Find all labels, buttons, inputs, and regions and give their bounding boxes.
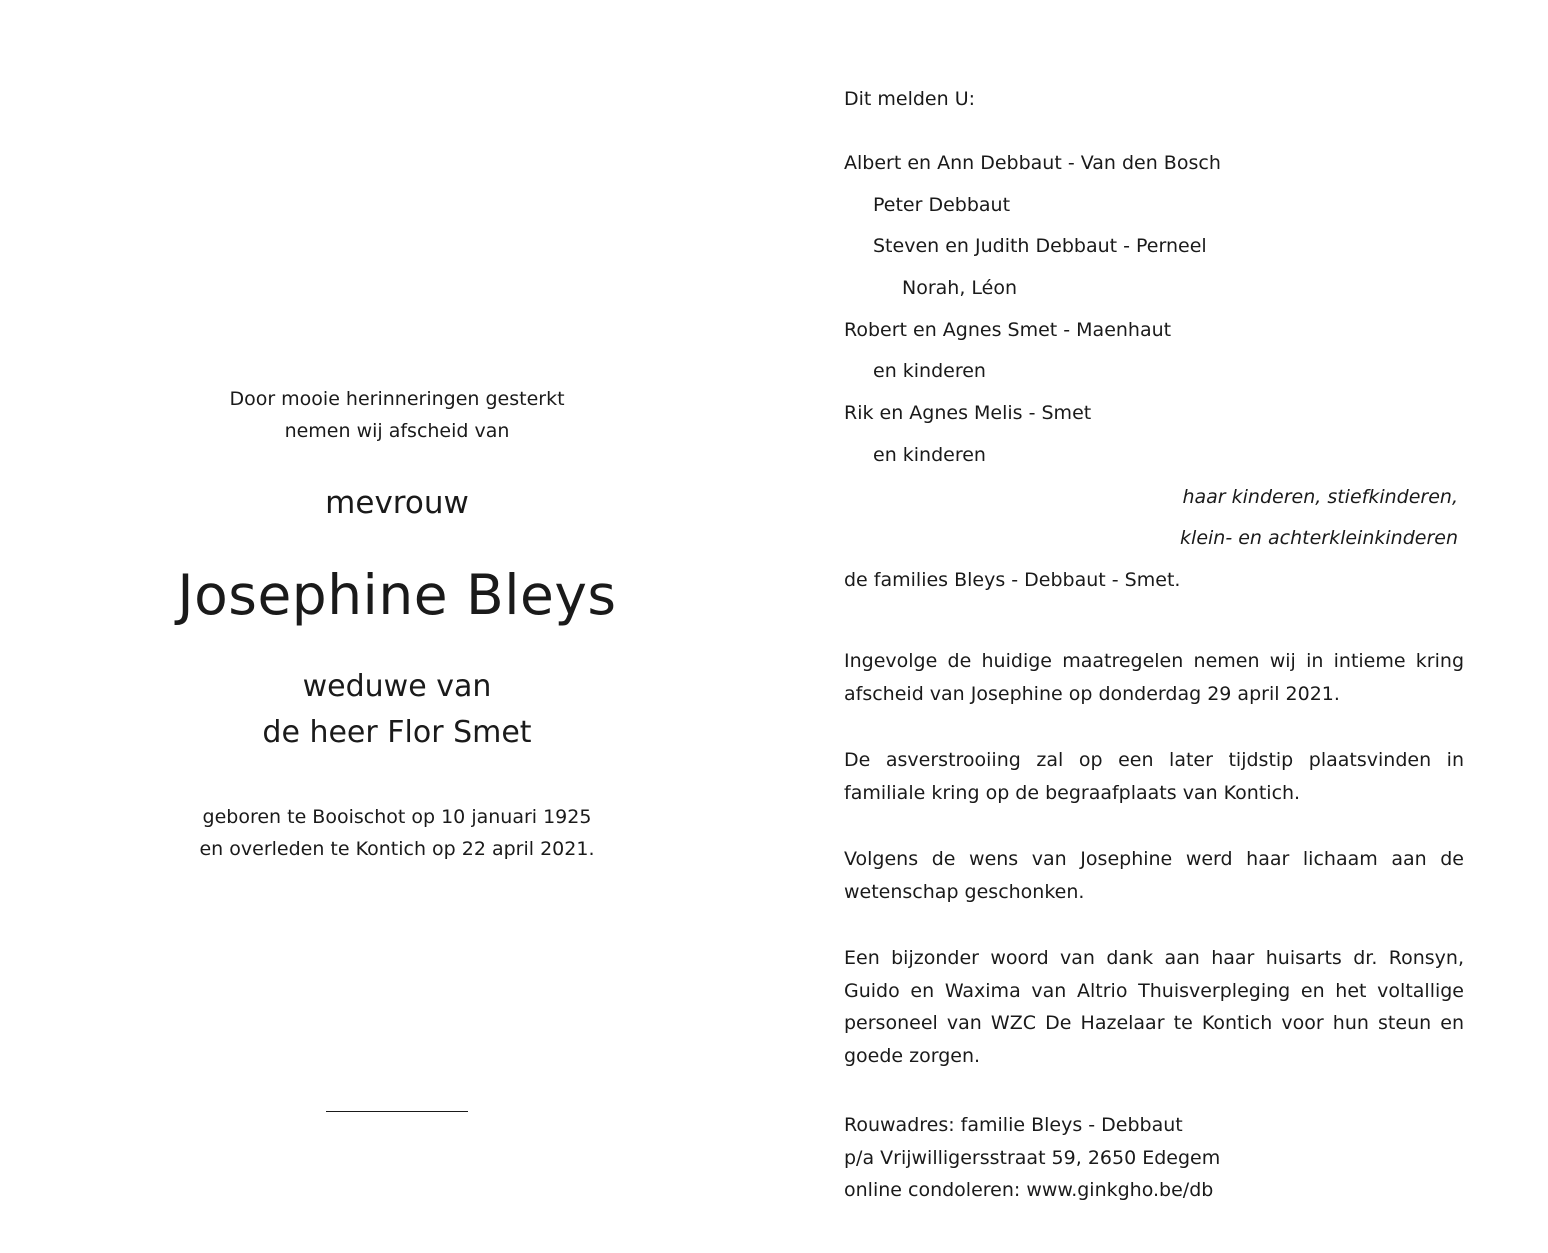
family-row: en kinderen — [873, 443, 986, 466]
birth-line: geboren te Booischot op 10 januari 1925 — [202, 806, 592, 828]
deceased-name: Josephine Bleys — [177, 563, 617, 627]
death-line: en overleden te Kontich op 22 april 2021. — [199, 838, 595, 860]
family-row: en kinderen — [873, 360, 986, 383]
paragraph-ash-scattering: De asverstrooiing zal op een later tijdstip plaatsvinden in familiale kring op de begraafplaats van Kontich. — [844, 749, 1464, 804]
divider-line — [326, 1111, 468, 1112]
paragraph-ceremony: Ingevolge de huidige maatregelen nemen wij in intieme kring afscheid van Josephine op donderdag 29 april 2021. — [844, 650, 1464, 705]
family-row: Robert en Agnes Smet - Maenhaut — [844, 318, 1172, 341]
intro-line-1: Door mooie herinneringen gesterkt — [229, 388, 565, 410]
address-line-1: Rouwadres: familie Bleys - Debbaut — [844, 1114, 1183, 1136]
intro-line-2: nemen wij afscheid van — [284, 420, 510, 442]
widow-line-1: weduwe van — [302, 669, 492, 704]
paragraph-body-donation: Volgens de wens van Josephine werd haar lichaam aan de wetenschap geschonken. — [844, 848, 1464, 903]
address-line-3: online condoleren: www.ginkgho.be/db — [844, 1179, 1214, 1201]
family-row-italic: klein- en achterkleinkinderen — [1180, 527, 1458, 550]
life-dates — [0, 801, 794, 865]
intro-text — [0, 383, 794, 447]
notice-paragraphs — [844, 645, 1464, 1106]
mourning-address — [844, 1109, 1464, 1207]
paragraph-thanks: Een bijzonder woord van dank aan haar huisarts dr. Ronsyn, Guido en Waxima van Altrio Thuisverpleging en het voltallige personeel van WZC De Hazelaar te Kontich voor hun steun en goede zorgen. — [844, 947, 1464, 1067]
address-line-2: p/a Vrijwilligersstraat 59, 2650 Edegem — [844, 1146, 1221, 1169]
honorific: mevrouw — [325, 485, 469, 521]
family-row: Peter Debbaut — [873, 193, 1011, 216]
widow-of — [0, 664, 794, 756]
announce-line: Dit melden U: — [844, 88, 976, 110]
widow-line-2: de heer Flor Smet — [262, 715, 532, 750]
family-row-italic: haar kinderen, stiefkinderen, — [1182, 485, 1458, 508]
right-page — [774, 0, 1548, 1253]
family-row: Steven en Judith Debbaut - Perneel — [873, 235, 1207, 258]
family-list — [844, 143, 1464, 602]
family-row: de families Bleys - Debbaut - Smet. — [844, 568, 1181, 591]
family-row: Norah, Léon — [902, 277, 1018, 300]
family-row: Rik en Agnes Melis - Smet — [844, 402, 1092, 425]
family-row: Albert en Ann Debbaut - Van den Bosch — [844, 152, 1221, 174]
